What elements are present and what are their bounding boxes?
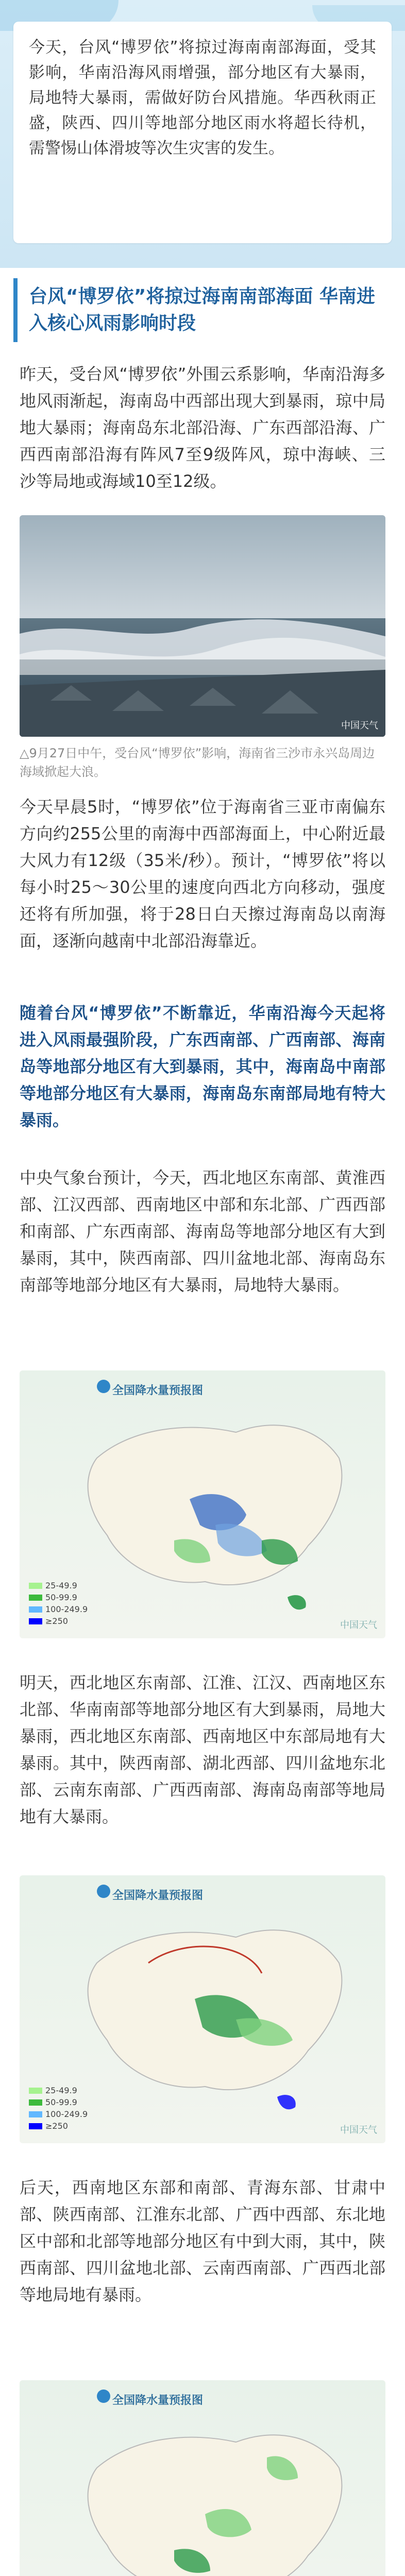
map-title: 全国降水量预报图	[112, 1889, 204, 1902]
logo-icon	[97, 2389, 110, 2403]
legend-item: 50-99.9	[29, 1592, 91, 1602]
paragraph-highlight: 随着台风“博罗依”不断靠近，华南沿海今天起将进入风雨最强阶段，广东西南部、广西南部、海南岛等地部分地区有大到暴雨，其中，海南岛中南部等地部分地区有大暴雨，海南岛东南部局地有特大暴雨。	[20, 1003, 385, 1130]
logo-icon	[97, 1885, 110, 1898]
map-title: 全国降水量预报图	[112, 1384, 204, 1397]
watermark: 中国天气	[340, 1620, 377, 1631]
legend-item: 25-49.9	[29, 1581, 91, 1590]
legend-item: 50-99.9	[29, 2097, 91, 2107]
waves-image	[20, 515, 385, 737]
paragraph: 后天，西南地区东部和南部、青海东部、甘肃中部、陕西南部、江淮东北部、广西中西部、东北地区中部和北部等地部分地区有中到大雨，其中，陕西南部、四川盆地北部、云南西南部、广西西北部等地局地有暴雨。	[20, 2178, 385, 2304]
legend-item: 100-249.9	[29, 1604, 91, 1614]
watermark: 中国天气	[341, 720, 378, 731]
paragraph: 明天，西北地区东南部、江淮、江汉、西南地区东北部、华南南部等地部分地区有大到暴雨，局地大暴雨，西北地区东南部、西南地区中东部局地有大暴雨。其中，陕西南部、湖北西部、四川盆地东北部、云南东南部、广西西南部、海南岛南部等地局地有大暴雨。	[20, 1673, 385, 1826]
map-legend	[29, 2083, 91, 2131]
rain-forecast-map-3	[20, 2380, 385, 2576]
logo-icon	[97, 1380, 110, 1393]
map-legend	[29, 1579, 91, 1626]
china-map	[20, 2380, 385, 2576]
photo-caption: △9月27日中午，受台风“博罗依”影响，海南省三沙市永兴岛周边海域掀起大浪。	[20, 746, 375, 779]
legend-item: ≥250	[29, 2121, 91, 2131]
legend-item: 100-249.9	[29, 2109, 91, 2119]
watermark: 中国天气	[340, 2125, 377, 2136]
photo-waves	[20, 515, 385, 737]
lead-card	[13, 22, 392, 243]
lead-text: 今天，台风“博罗依”将掠过海南南部海面，受其影响，华南沿海风雨增强，部分地区有大暴雨，局地特大暴雨，需做好防台风措施。华西秋雨正盛，陕西、四川等地部分地区雨水将超长待机，需警惕山体滑坡等次生灾害的发生。	[29, 38, 376, 158]
legend-item: ≥250	[29, 1616, 91, 1626]
rain-forecast-map-1	[20, 1370, 385, 1638]
section-title-typhoon	[13, 278, 392, 342]
legend-item: 25-49.9	[29, 2086, 91, 2095]
paragraph: 今天早晨5时，“博罗依”位于海南省三亚市南偏东方向约255公里的南海中西部海面上，中心附近最大风力有12级（35米/秒）。预计，“博罗依”将以每小时25～30公里的速度向西北方向移动，强度还将有所加强，将于28日白天擦过海南岛以南海面，逐渐向越南中北部沿海靠近。	[20, 797, 385, 951]
paragraph: 中央气象台预计，今天，西北地区东南部、黄淮西部、江汉西部、西南地区中部和东北部、广西西部和南部、广东西南部、海南岛等地部分地区有大到暴雨，其中，陕西南部、四川盆地北部、海南岛东南部等地部分地区有大暴雨，局地特大暴雨。	[20, 1168, 385, 1295]
map-title: 全国降水量预报图	[112, 2394, 204, 2407]
section-title-text: 台风“博罗依”将掠过海南南部海面 华南进入核心风雨影响时段	[29, 286, 375, 334]
rain-forecast-map-2	[20, 1875, 385, 2143]
paragraph: 昨天，受台风“博罗依”外围云系影响，华南沿海多地风雨渐起，海南岛中西部出现大到暴雨，琼中局地大暴雨；海南岛东北部沿海、广东西部沿海、广西西南部沿海有阵风7至9级阵风，琼中海峡、三沙等局地或海域10至12级。	[20, 364, 385, 491]
